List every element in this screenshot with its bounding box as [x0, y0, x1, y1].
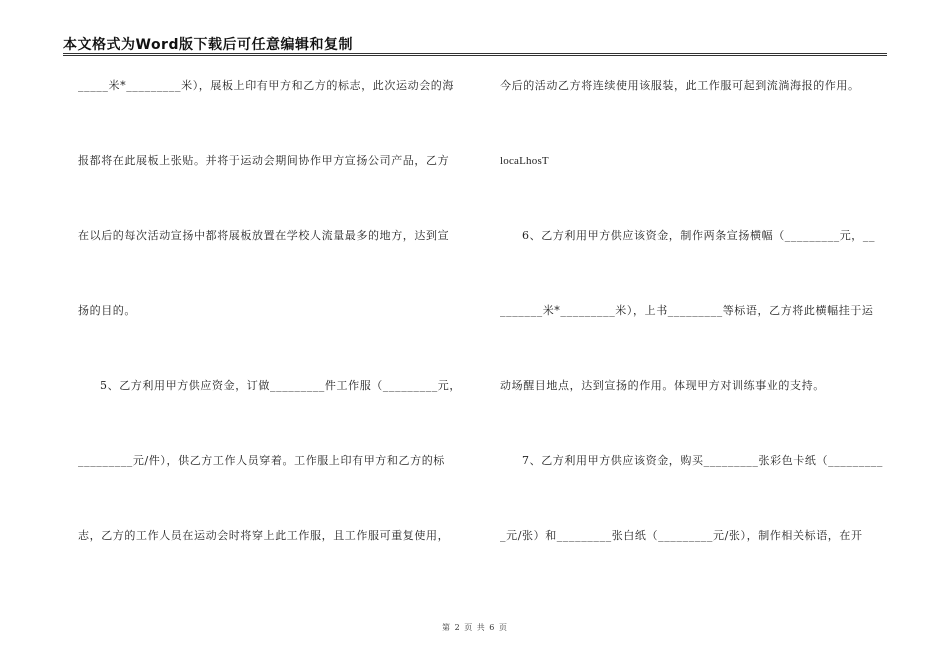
right-line-3: 6、乙方利用甲方供应该资金，制作两条宣扬横幅（_________元，__: [522, 229, 876, 242]
header-rule-bottom: [63, 55, 887, 56]
left-line-3: 在以后的每次活动宣扬中都将展板放置在学校人流量最多的地方，达到宣: [78, 229, 450, 242]
left-line-5: 5、乙方利用甲方供应资金，订做_________件工作服（_________元，: [100, 379, 461, 392]
page-number-footer: 第 2 页 共 6 页: [442, 623, 508, 632]
right-line-6: 7、乙方利用甲方供应该资金，购买_________张彩色卡纸（_________: [522, 454, 883, 467]
right-line-2: locaLhosT: [500, 155, 549, 167]
right-line-5: 动场醒目地点，达到宣扬的作用。体现甲方对训练事业的支持。: [500, 379, 825, 392]
header-rule-top: [63, 53, 887, 54]
right-line-1: 今后的活动乙方将连续使用该服装，此工作服可起到流淌海报的作用。: [500, 79, 860, 92]
left-line-2: 报都将在此展板上张贴。并将于运动会期间协作甲方宣扬公司产品，乙方: [78, 154, 450, 167]
right-line-7: _元/张）和_________张白纸（_________元/张），制作相关标语，在开: [500, 529, 863, 542]
left-line-7: 志，乙方的工作人员在运动会时将穿上此工作服，且工作服可重复使用，: [78, 529, 450, 542]
right-line-4: _______米*_________米），上书_________等标语，乙方将此横幅挂于运: [500, 304, 874, 317]
left-line-6: _________元/件），供乙方工作人员穿着。工作服上印有甲方和乙方的标: [78, 454, 445, 467]
left-line-4: 扬的目的。: [78, 304, 136, 317]
document-header-title: 本文格式为Word版下载后可任意编辑和复制: [63, 37, 353, 53]
left-line-1: _____米*_________米），展板上印有甲方和乙方的标志，此次运动会的海: [78, 79, 454, 92]
